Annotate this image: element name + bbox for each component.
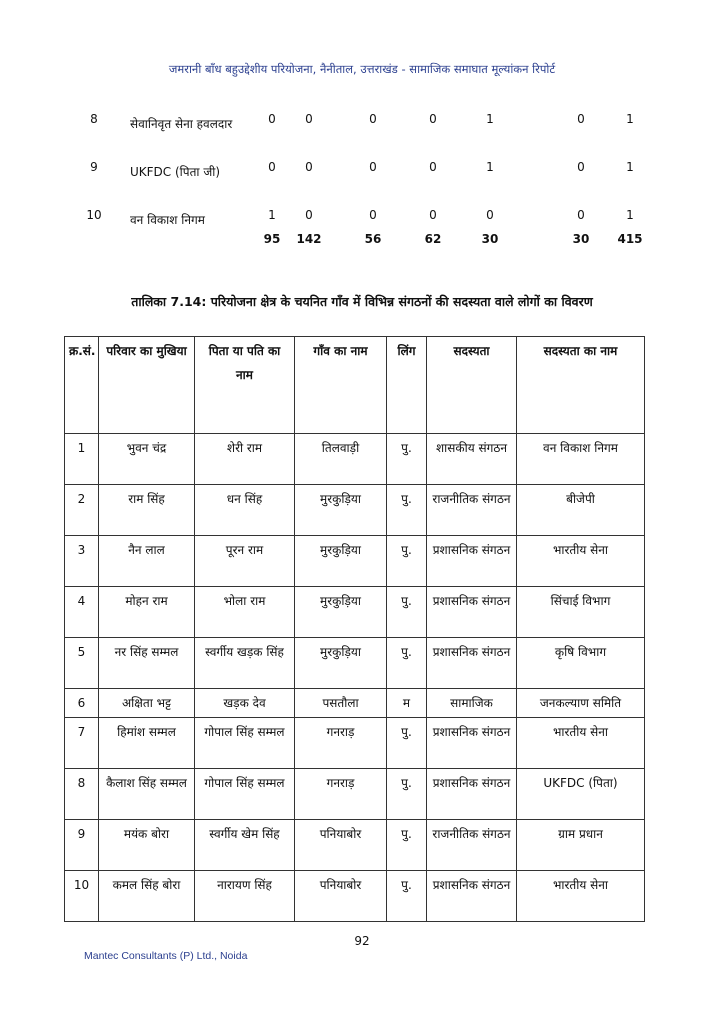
count-cell: 0 — [305, 208, 313, 222]
table-cell: 10 — [65, 871, 99, 922]
table-cell: प्रशासनिक संगठन — [427, 536, 517, 587]
table-row — [65, 587, 645, 638]
total-cell: 142 — [296, 232, 322, 246]
table-cell: जनकल्याण समिति — [517, 689, 645, 718]
table-cell: पु. — [387, 638, 427, 689]
table-cell: कैलाश सिंह सम्मल — [99, 769, 195, 820]
table-cell: राजनीतिक संगठन — [427, 820, 517, 871]
continuation-table — [0, 108, 724, 252]
table-cell: पु. — [387, 871, 427, 922]
table-cell: 6 — [65, 689, 99, 718]
table-row — [65, 485, 645, 536]
table-cell: भोला राम — [195, 587, 295, 638]
table-cell: 4 — [65, 587, 99, 638]
column-header: पिता या पति का नाम — [195, 337, 295, 434]
table-cell: सामाजिक — [427, 689, 517, 718]
table-cell: मुरकुड़िया — [295, 536, 387, 587]
count-cell: 0 — [429, 112, 437, 126]
table-cell: अक्षिता भट्ट — [99, 689, 195, 718]
continuation-row — [0, 156, 724, 204]
count-cell: 1 — [626, 160, 634, 174]
organisation-name: सेवानिवृत सेना हवलदार — [130, 117, 233, 131]
count-cell: 1 — [626, 208, 634, 222]
table-cell: मुरकुड़िया — [295, 638, 387, 689]
table-row — [65, 434, 645, 485]
table-cell: म — [387, 689, 427, 718]
organisation-name: वन विकाश निगम — [130, 213, 205, 227]
table-cell: स्वर्गीय खेम सिंह — [195, 820, 295, 871]
table-cell: तिलवाड़ी — [295, 434, 387, 485]
table-cell: बीजेपी — [517, 485, 645, 536]
count-cell: 0 — [577, 208, 585, 222]
table-cell: वन विकाश निगम — [517, 434, 645, 485]
table-cell: गनराड़ — [295, 769, 387, 820]
table-cell: कृषि विभाग — [517, 638, 645, 689]
table-cell: मोहन राम — [99, 587, 195, 638]
table-cell: स्वर्गीय खड़क सिंह — [195, 638, 295, 689]
continuation-row — [0, 204, 724, 228]
continuation-row — [0, 108, 724, 156]
serial-number: 10 — [86, 208, 102, 222]
totals-row — [0, 228, 724, 252]
table-cell: पु. — [387, 587, 427, 638]
table-cell: पूरन राम — [195, 536, 295, 587]
column-header: सदस्यता का नाम — [517, 337, 645, 434]
serial-number: 8 — [90, 112, 98, 126]
table-cell: खड़क देव — [195, 689, 295, 718]
table-cell: गनराड़ — [295, 718, 387, 769]
table-header-row — [65, 337, 645, 434]
column-header: क्र.सं. — [65, 337, 99, 434]
table-cell: गोपाल सिंह सम्मल — [195, 718, 295, 769]
count-cell: 1 — [268, 208, 276, 222]
total-cell: 30 — [481, 232, 499, 246]
table-body — [65, 434, 645, 922]
table-cell: कमल सिंह बोरा — [99, 871, 195, 922]
count-cell: 0 — [305, 112, 313, 126]
table-cell: 7 — [65, 718, 99, 769]
count-cell: 0 — [369, 160, 377, 174]
table-cell: 8 — [65, 769, 99, 820]
table-cell: पु. — [387, 718, 427, 769]
count-cell: 0 — [369, 208, 377, 222]
table-row — [65, 689, 645, 718]
table-cell: प्रशासनिक संगठन — [427, 769, 517, 820]
total-cell: 62 — [424, 232, 442, 246]
count-cell: 0 — [429, 208, 437, 222]
table-cell: नर सिंह सम्मल — [99, 638, 195, 689]
total-cell: 95 — [263, 232, 281, 246]
table-row — [65, 769, 645, 820]
footer-company: Mantec Consultants (P) Ltd., Noida — [84, 950, 248, 962]
total-cell: 30 — [572, 232, 590, 246]
table-cell: प्रशासनिक संगठन — [427, 587, 517, 638]
column-header: परिवार का मुखिया — [99, 337, 195, 434]
table-cell: ग्राम प्रधान — [517, 820, 645, 871]
table-cell: पु. — [387, 485, 427, 536]
table-cell: नैन लाल — [99, 536, 195, 587]
table-caption: तालिका 7.14: परियोजना क्षेत्र के चयनित गाँव में विभिन्न संगठनों की सदस्यता वाले लोगों का विवरण — [131, 294, 593, 309]
table-cell: राजनीतिक संगठन — [427, 485, 517, 536]
table-row — [65, 871, 645, 922]
table-cell: धन सिंह — [195, 485, 295, 536]
table-cell: प्रशासनिक संगठन — [427, 871, 517, 922]
table-cell: भारतीय सेना — [517, 871, 645, 922]
table-cell: पु. — [387, 536, 427, 587]
total-cell: 56 — [364, 232, 382, 246]
column-header: सदस्यता — [427, 337, 517, 434]
count-cell: 0 — [305, 160, 313, 174]
table-cell: सिंचाई विभाग — [517, 587, 645, 638]
table-cell: पनियाबोर — [295, 820, 387, 871]
page-header: जमरानी बाँध बहुउद्देशीय परियोजना, नैनीताल, उत्तराखंड - सामाजिक समाघात मूल्यांकन रिपोर्ट — [168, 62, 556, 76]
table-cell: प्रशासनिक संगठन — [427, 718, 517, 769]
table-cell: 3 — [65, 536, 99, 587]
count-cell: 1 — [486, 160, 494, 174]
count-cell: 0 — [268, 160, 276, 174]
table-cell: 5 — [65, 638, 99, 689]
page-number: 92 — [354, 934, 370, 948]
count-cell: 0 — [577, 160, 585, 174]
table-cell: शासकीय संगठन — [427, 434, 517, 485]
count-cell: 1 — [626, 112, 634, 126]
table-cell: मुरकुड़िया — [295, 587, 387, 638]
count-cell: 0 — [429, 160, 437, 174]
table-cell: भुवन चंद्र — [99, 434, 195, 485]
table-cell: गोपाल सिंह सम्मल — [195, 769, 295, 820]
table-cell: पु. — [387, 820, 427, 871]
table-cell: पनियाबोर — [295, 871, 387, 922]
table-cell: हिमांश सम्मल — [99, 718, 195, 769]
count-cell: 0 — [268, 112, 276, 126]
table-cell: पु. — [387, 434, 427, 485]
table-row — [65, 536, 645, 587]
table-cell: राम सिंह — [99, 485, 195, 536]
table-cell: प्रशासनिक संगठन — [427, 638, 517, 689]
column-header: गाँव का नाम — [295, 337, 387, 434]
table-cell: 2 — [65, 485, 99, 536]
table-cell: मयंक बोरा — [99, 820, 195, 871]
organisation-name: UKFDC (पिता जी) — [130, 165, 221, 179]
table-row — [65, 718, 645, 769]
total-cell: 415 — [617, 232, 643, 246]
table-cell: शेरी राम — [195, 434, 295, 485]
table-cell: नारायण सिंह — [195, 871, 295, 922]
table-cell: मुरकुड़िया — [295, 485, 387, 536]
table-cell: 9 — [65, 820, 99, 871]
count-cell: 0 — [369, 112, 377, 126]
column-header: लिंग — [387, 337, 427, 434]
count-cell: 0 — [577, 112, 585, 126]
table-row — [65, 638, 645, 689]
table-cell: 1 — [65, 434, 99, 485]
table-cell: भारतीय सेना — [517, 536, 645, 587]
serial-number: 9 — [90, 160, 98, 174]
table-cell: पसतौला — [295, 689, 387, 718]
table-cell: भारतीय सेना — [517, 718, 645, 769]
count-cell: 1 — [486, 112, 494, 126]
membership-table — [64, 336, 645, 922]
table-cell: पु. — [387, 769, 427, 820]
table-cell: UKFDC (पिता) — [517, 769, 645, 820]
table-row — [65, 820, 645, 871]
count-cell: 0 — [486, 208, 494, 222]
